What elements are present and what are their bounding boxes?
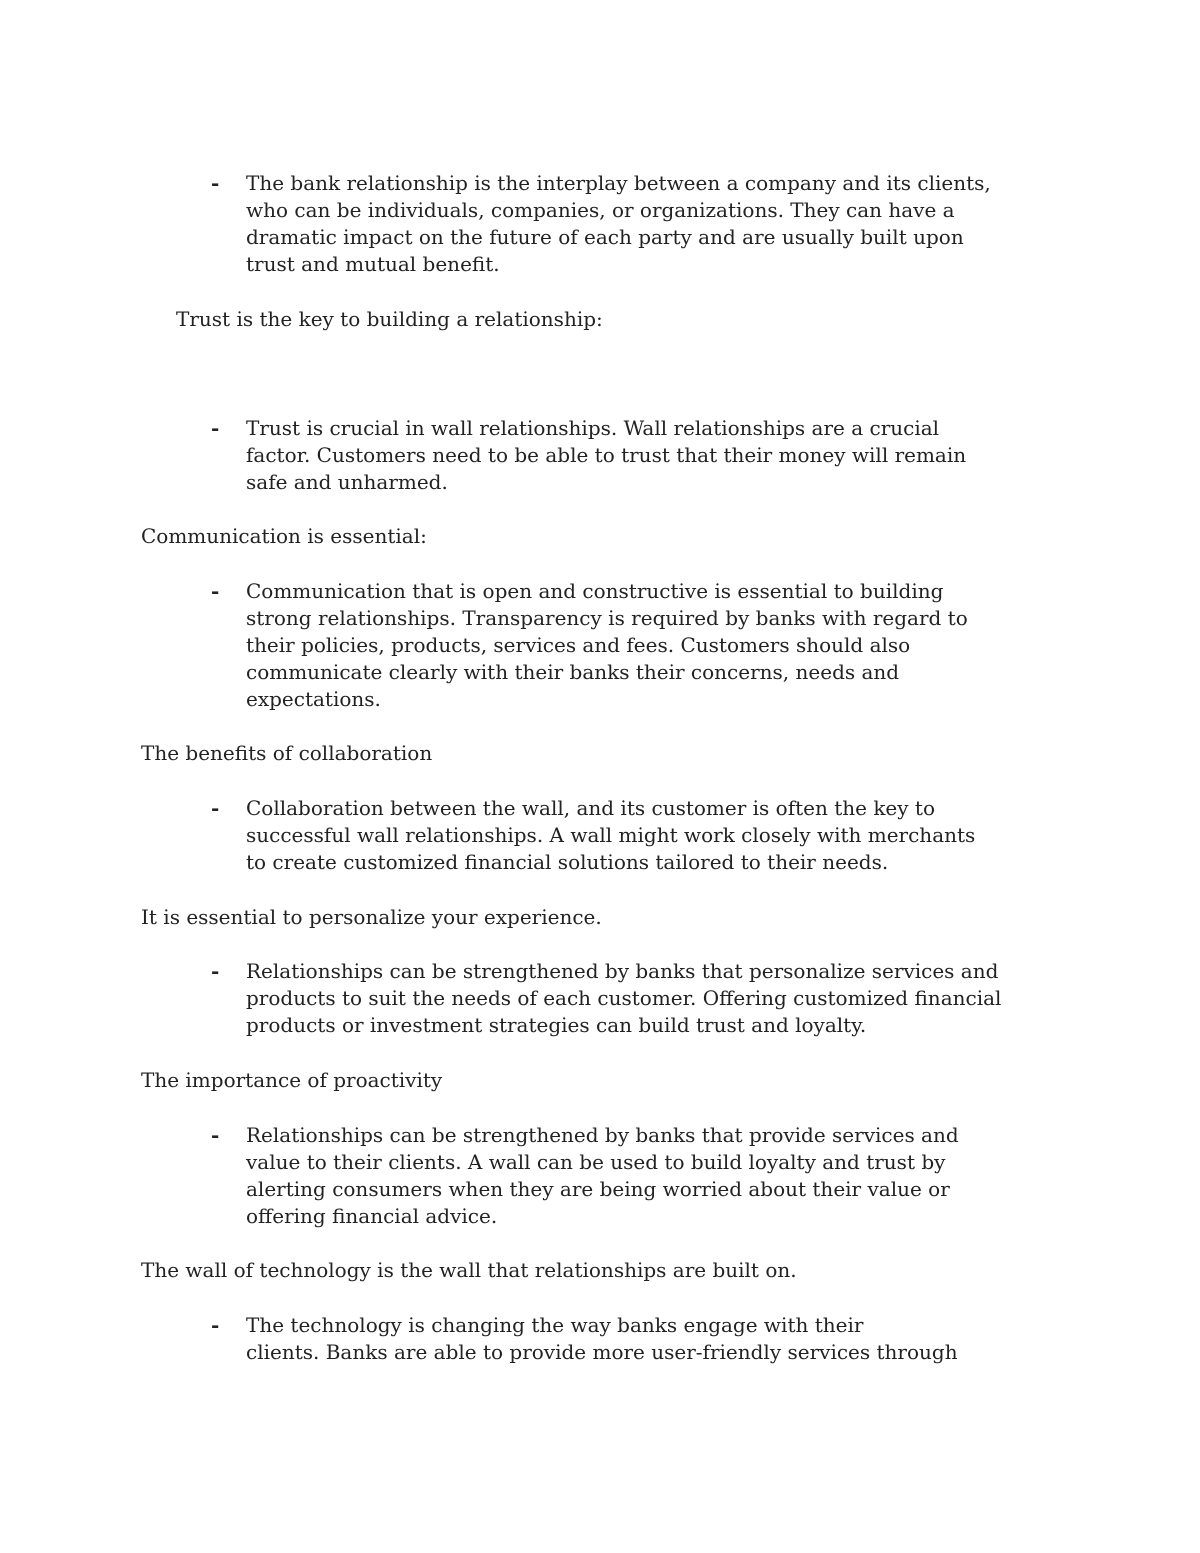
- text-line: alerting consumers when they are being worried about their value or: [246, 1177, 950, 1201]
- bullet-text: [246, 415, 1066, 496]
- bullet-text: [246, 578, 1066, 713]
- section-heading: Communication is essential:: [141, 524, 427, 548]
- text-line: value to their clients. A wall can be used to build loyalty and trust by: [246, 1150, 946, 1174]
- bullet-text: [246, 170, 1066, 278]
- text-line: communicate clearly with their banks their concerns, needs and: [246, 660, 900, 684]
- text-line: products to suit the needs of each customer. Offering customized financial: [246, 986, 1002, 1010]
- bullet-marker: -: [211, 1123, 220, 1147]
- text-line: Trust is crucial in wall relationships. Wall relationships are a crucial: [246, 416, 940, 440]
- text-line: The technology is changing the way banks engage with their: [246, 1313, 864, 1337]
- text-line: who can be individuals, companies, or organizations. They can have a: [246, 198, 955, 222]
- bullet-text: [246, 1312, 1066, 1366]
- bullet-text: [246, 958, 1066, 1039]
- text-line: offering financial advice.: [246, 1204, 498, 1228]
- text-line: Communication that is open and constructive is essential to building: [246, 579, 944, 603]
- text-line: Relationships can be strengthened by banks that personalize services and: [246, 959, 999, 983]
- text-line: Relationships can be strengthened by banks that provide services and: [246, 1123, 959, 1147]
- text-line: strong relationships. Transparency is required by banks with regard to: [246, 606, 968, 630]
- bullet-marker: -: [211, 796, 220, 820]
- bullet-marker: -: [211, 959, 220, 983]
- text-line: products or investment strategies can build trust and loyalty.: [246, 1013, 867, 1037]
- text-line: clients. Banks are able to provide more user-friendly services through: [246, 1340, 958, 1364]
- text-line: trust and mutual benefit.: [246, 252, 500, 276]
- section-heading: It is essential to personalize your experience.: [141, 905, 602, 929]
- text-line: expectations.: [246, 687, 381, 711]
- text-line: their policies, products, services and fees. Customers should also: [246, 633, 911, 657]
- text-line: to create customized financial solutions tailored to their needs.: [246, 850, 889, 874]
- section-heading: The importance of proactivity: [141, 1068, 443, 1092]
- bullet-text: [246, 1122, 1066, 1230]
- section-heading: The benefits of collaboration: [141, 741, 433, 765]
- text-line: safe and unharmed.: [246, 470, 448, 494]
- section-heading: Trust is the key to building a relationship:: [176, 307, 603, 331]
- bullet-marker: -: [211, 416, 220, 440]
- text-line: successful wall relationships. A wall might work closely with merchants: [246, 823, 976, 847]
- text-line: dramatic impact on the future of each party and are usually built upon: [246, 225, 964, 249]
- text-line: Collaboration between the wall, and its customer is often the key to: [246, 796, 936, 820]
- bullet-marker: -: [211, 171, 220, 195]
- bullet-marker: -: [211, 1313, 220, 1337]
- section-heading: The wall of technology is the wall that relationships are built on.: [141, 1258, 797, 1282]
- text-line: factor. Customers need to be able to trust that their money will remain: [246, 443, 967, 467]
- bullet-text: [246, 795, 1066, 876]
- bullet-marker: -: [211, 579, 220, 603]
- text-line: The bank relationship is the interplay between a company and its clients,: [246, 171, 991, 195]
